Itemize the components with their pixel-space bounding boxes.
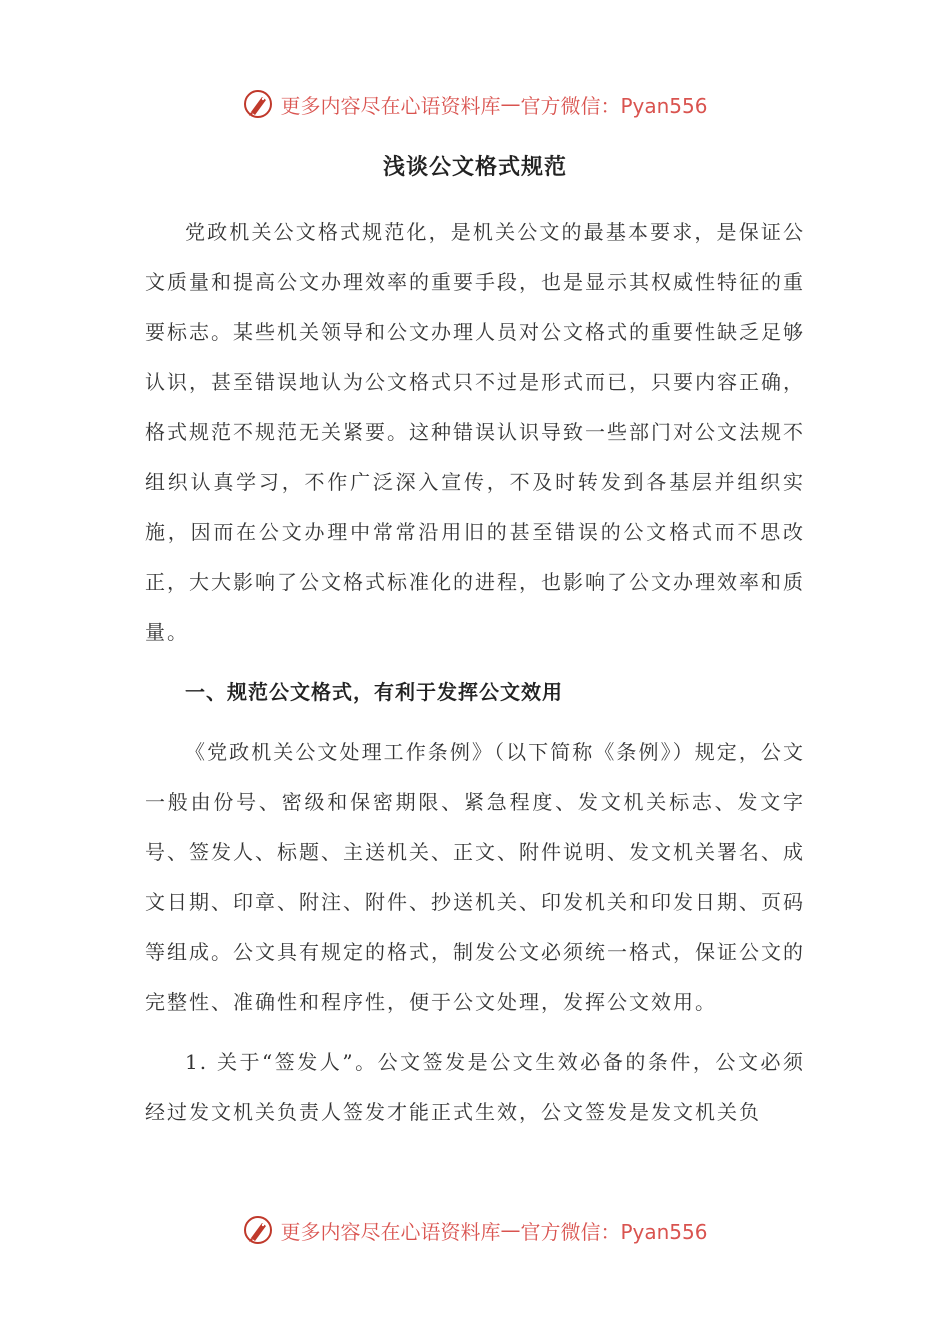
- watermark-separator: —: [500, 1218, 521, 1242]
- watermark-brand: 更多内容尽在心语资料库: [280, 93, 501, 118]
- document-title: 浅谈公文格式规范: [382, 154, 567, 180]
- document-body: [145, 150, 805, 1137]
- section-paragraph: 《党政机关公文处理工作条例》（以下简称《条例》）规定，公文一般由份号、密级和保密期限、紧急程度、发文机关标志、发文字号、签发人、标题、主送机关、正文、附件说明、发文机关署名、成文日期、印章、附注、附件、抄送机关、印发机关和印发日期、页码等组成。公文具有规定的格式，制发公文必须统一格式，保证公文的完整性、准确性和程序性，便于公文处理，发挥公文效用。: [145, 740, 805, 1014]
- watermark-brand: 更多内容尽在心语资料库: [280, 1219, 501, 1244]
- watermark-wechat: 官方微信：Pyan556: [520, 1219, 708, 1244]
- watermark-wechat: 官方微信：Pyan556: [520, 93, 708, 118]
- pen-nib-icon: [242, 88, 274, 120]
- intro-paragraph: 党政机关公文格式规范化，是机关公文的最基本要求，是保证公文质量和提高公文办理效率的重要手段，也是显示其权威性特征的重要标志。某些机关领导和公文办理人员对公文格式的重要性缺乏足够认识，甚至错误地认为公文格式只不过是形式而已，只要内容正确，格式规范不规范无关紧要。这种错误认识导致一些部门对公文法规不组织认真学习，不作广泛深入宣传，不及时转发到各基层并组织实施，因而在公文办理中常常沿用旧的甚至错误的公文格式而不思改正，大大影响了公文格式标准化的进程，也影响了公文办理效率和质量。: [145, 220, 805, 644]
- section-heading: 一、规范公文格式，有利于发挥公文效用: [185, 680, 563, 704]
- header-watermark: [0, 84, 950, 124]
- list-item-signer: 1. 关于“签发人”。公文签发是公文生效必备的条件，公文必须经过发文机关负责人签发才能正式生效，公文签发是发文机关负: [145, 1050, 805, 1124]
- pen-nib-icon: [242, 1214, 274, 1246]
- watermark-separator: —: [500, 92, 521, 116]
- footer-watermark: [0, 1210, 950, 1250]
